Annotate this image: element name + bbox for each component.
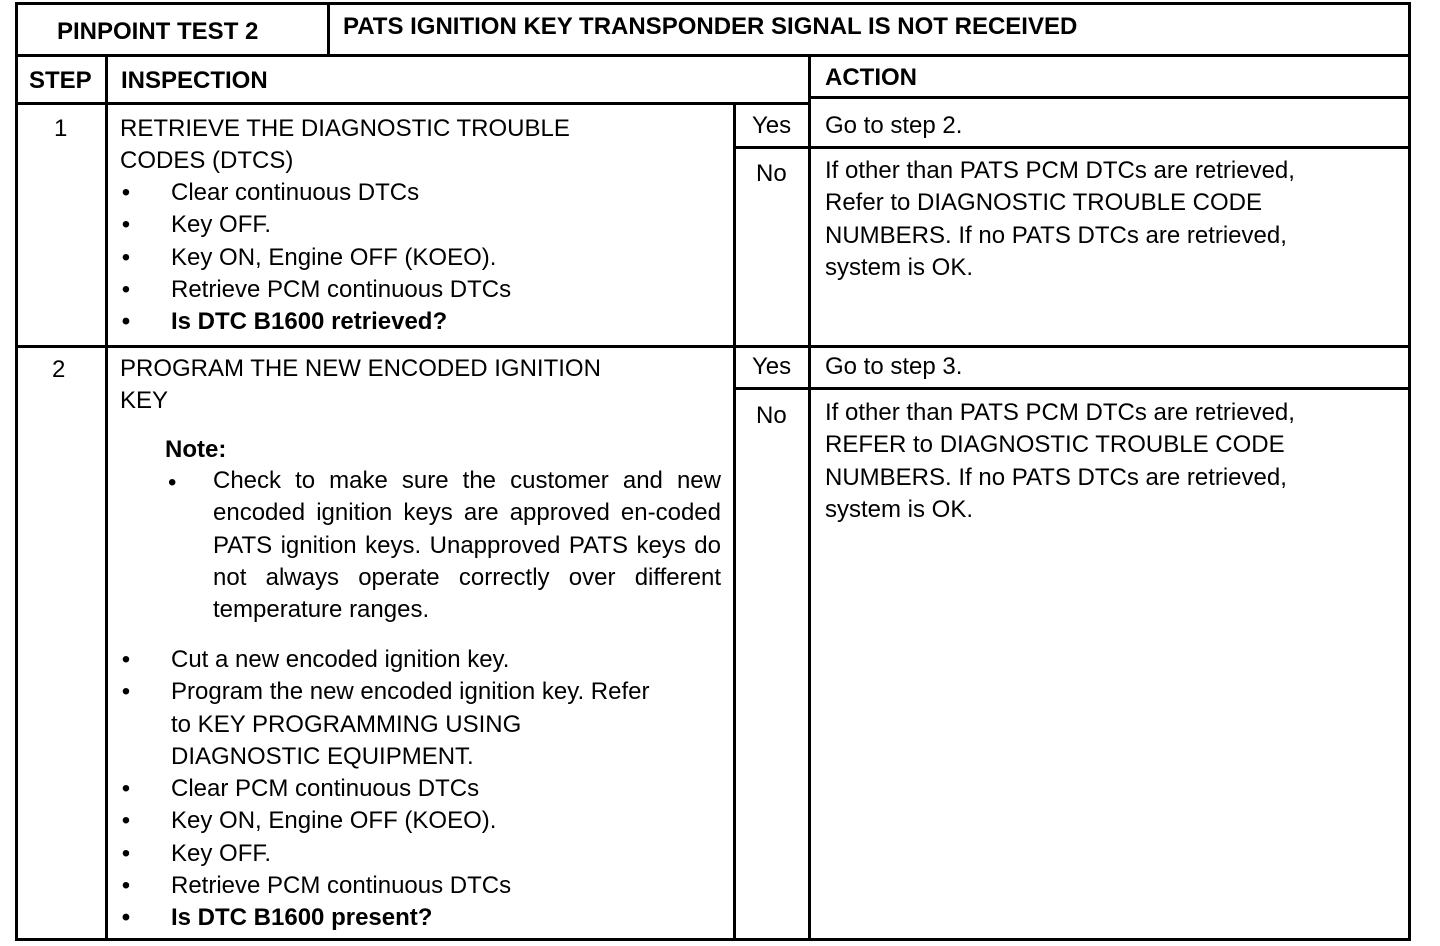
yes-label: Yes <box>752 353 792 380</box>
no-action-line: Refer to DIAGNOSTIC TROUBLE CODE <box>825 189 1262 217</box>
bullet-text: Retrieve PCM continuous DTCs <box>171 275 512 303</box>
bullet-continuation <box>171 709 650 741</box>
bullet-icon: • <box>121 211 131 239</box>
frame-left <box>15 2 18 941</box>
step-heading-line: PROGRAM THE NEW ENCODED IGNITION <box>120 355 601 382</box>
bullet-text: DIAGNOSTIC EQUIPMENT. <box>171 742 474 770</box>
bullet-item <box>121 870 650 902</box>
step-heading <box>120 113 570 178</box>
step-heading-line: KEY <box>120 387 169 415</box>
step-heading <box>120 353 601 418</box>
pinpoint-test-label: PINPOINT TEST 2 <box>57 18 259 45</box>
note-bullet-icon: • <box>168 469 177 496</box>
no-action <box>825 155 1295 284</box>
step1-row-bottom <box>15 345 1411 348</box>
step-question: Is DTC B1600 present? <box>171 904 433 932</box>
step-bullet-list <box>121 644 650 935</box>
bullet-continuation <box>171 741 650 773</box>
bullet-item <box>121 177 511 209</box>
column-header-inspection: INSPECTION <box>121 67 268 94</box>
step-heading-line: RETRIEVE THE DIAGNOSTIC TROUBLE <box>120 115 570 142</box>
pinpoint-test-title: PATS IGNITION KEY TRANSPONDER SIGNAL IS NOT RECEIVED <box>343 13 1078 40</box>
bullet-item <box>121 805 650 837</box>
bullet-item <box>121 676 650 708</box>
bullet-icon: • <box>121 308 131 336</box>
yesno-col-line <box>733 102 736 941</box>
bullet-item <box>121 644 650 676</box>
bullet-icon: • <box>121 275 131 303</box>
step-bullet-list <box>121 177 512 338</box>
bullet-icon: • <box>121 678 131 706</box>
step-number: 1 <box>54 115 68 142</box>
note-text: Check to make sure the customer and new encoded ignition keys are approved en-coded PATS ignition keys. Unapproved PATS keys do not always operate correctly over different temperature ranges. <box>213 467 721 624</box>
bullet-icon: • <box>121 839 131 867</box>
bullet-icon: • <box>121 243 131 271</box>
step-question: Is DTC B1600 retrieved? <box>171 308 448 336</box>
frame-bottom <box>15 938 1411 941</box>
step-heading-line: CODES (DTCS) <box>120 147 294 175</box>
step-col-line <box>105 54 108 941</box>
header-row-bottom-right <box>808 96 1411 99</box>
bullet-item <box>121 838 650 870</box>
bullet-text: Key OFF. <box>171 839 272 867</box>
bullet-item <box>121 773 650 805</box>
no-label: No <box>756 160 787 187</box>
no-action-line: If other than PATS PCM DTCs are retrieved, <box>825 157 1295 184</box>
yes-label: Yes <box>752 112 792 139</box>
bullet-icon: • <box>121 807 131 835</box>
step-number: 2 <box>52 356 66 383</box>
title-divider <box>327 2 330 56</box>
no-action-line: REFER to DIAGNOSTIC TROUBLE CODE <box>825 431 1285 459</box>
bullet-text: Program the new encoded ignition key. Refer <box>171 678 650 706</box>
no-action-line: NUMBERS. If no PATS DTCs are retrieved, <box>825 221 1287 249</box>
step1-yes-bottom <box>733 146 1411 149</box>
no-action-line: system is OK. <box>825 495 974 523</box>
bullet-item-question <box>121 306 511 338</box>
bullet-text: Retrieve PCM continuous DTCs <box>171 872 512 900</box>
header-row-bottom-left <box>15 102 811 105</box>
action-col-line <box>808 54 811 941</box>
no-action-line: system is OK. <box>825 253 974 281</box>
column-header-step: STEP <box>29 67 92 94</box>
bullet-item <box>121 274 512 306</box>
bullet-text: Key ON, Engine OFF (KOEO). <box>171 807 497 835</box>
bullet-text: Clear continuous DTCs <box>171 179 420 206</box>
bullet-icon: • <box>121 775 131 803</box>
no-action-line: If other than PATS PCM DTCs are retrieved, <box>825 399 1295 426</box>
step2-yes-bottom <box>733 387 1411 390</box>
bullet-item-question <box>121 902 650 934</box>
frame-top <box>15 2 1411 5</box>
bullet-item <box>121 209 511 241</box>
yes-action: Go to step 2. <box>825 112 963 139</box>
bullet-text: Key OFF. <box>171 211 272 239</box>
bullet-icon: • <box>121 646 131 673</box>
frame-right <box>1408 2 1411 941</box>
column-header-action: ACTION <box>825 64 917 91</box>
no-label: No <box>756 402 787 429</box>
bullet-item <box>121 242 511 274</box>
bullet-icon: • <box>121 904 131 932</box>
title-row-bottom <box>15 54 1411 57</box>
yes-action: Go to step 3. <box>825 353 963 380</box>
bullet-text: Clear PCM continuous DTCs <box>171 775 480 803</box>
no-action <box>825 397 1295 526</box>
bullet-icon: • <box>121 179 131 206</box>
bullet-text: to KEY PROGRAMMING USING <box>171 710 522 738</box>
bullet-icon: • <box>121 872 131 900</box>
no-action-line: NUMBERS. If no PATS DTCs are retrieved, <box>825 463 1287 491</box>
bullet-text: Cut a new encoded ignition key. <box>171 646 510 673</box>
bullet-text: Key ON, Engine OFF (KOEO). <box>171 243 497 271</box>
note-label: Note: <box>165 436 227 463</box>
